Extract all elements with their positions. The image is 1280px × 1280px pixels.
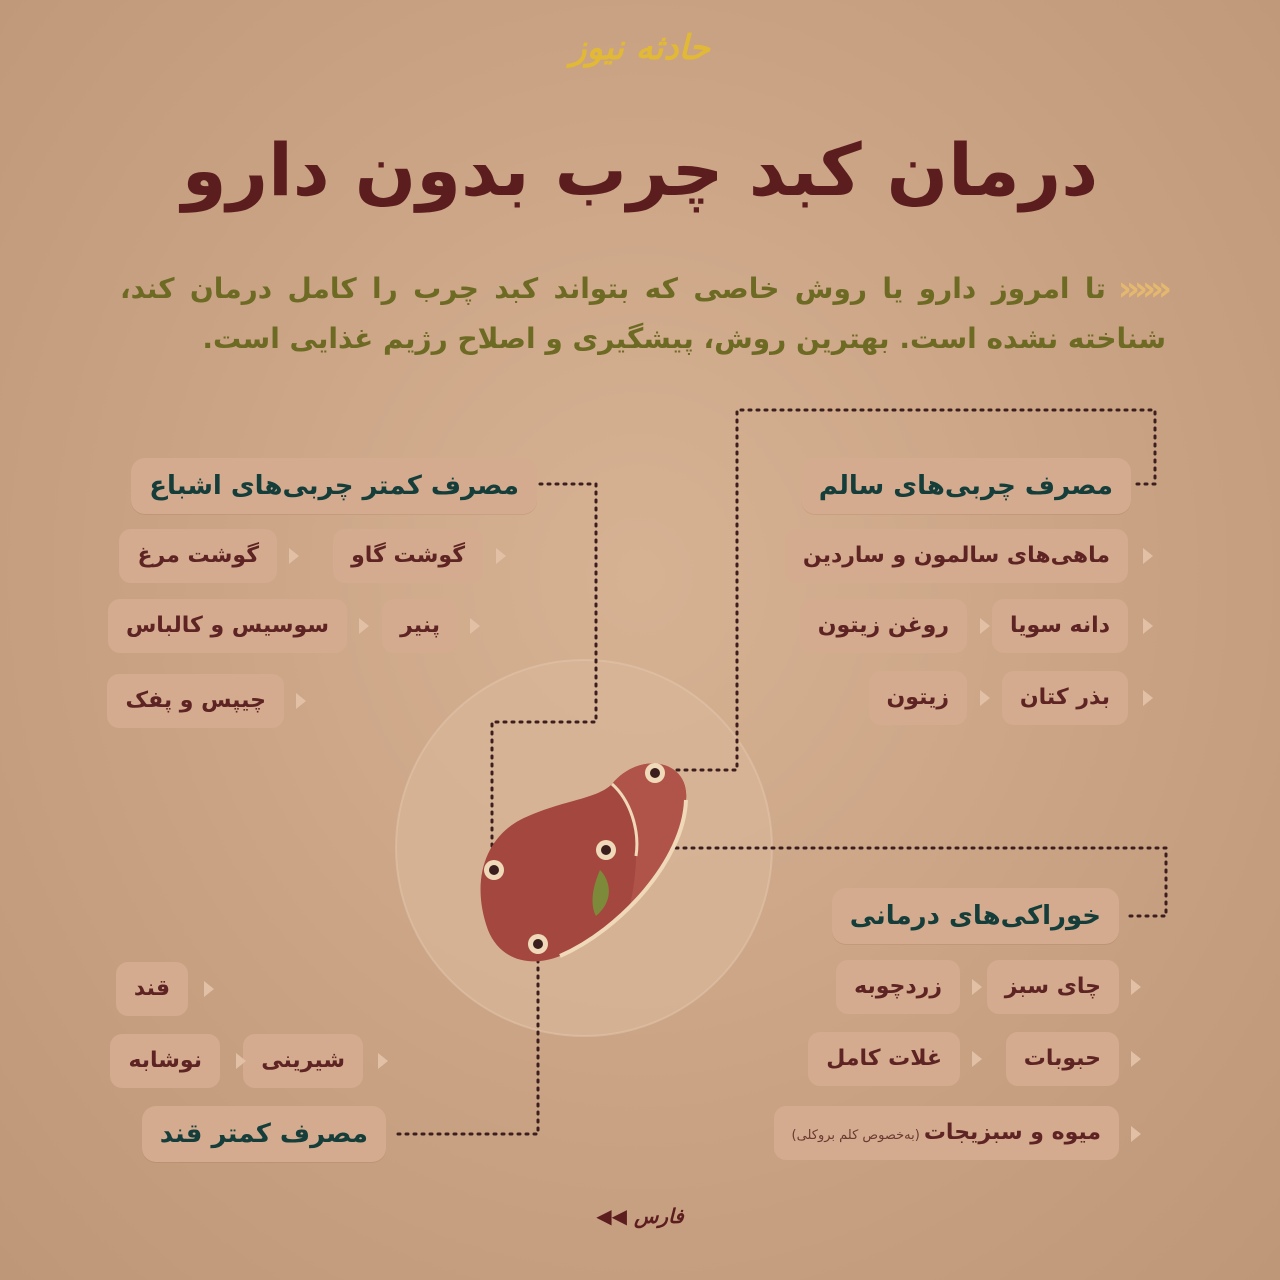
pill-sweets: شیرینی: [243, 1034, 363, 1088]
pill-soda: نوشابه: [110, 1034, 220, 1088]
pill-salmon-sardine: ماهی‌های سالمون و ساردین: [785, 529, 1128, 583]
arrow-icon: [1143, 690, 1153, 706]
footer-label: فارس: [634, 1204, 684, 1228]
arrow-icon: [296, 693, 306, 709]
arrow-icon: [1131, 1051, 1141, 1067]
pill-whole-grains: غلات کامل: [808, 1032, 960, 1086]
pill-chicken: گوشت مرغ: [119, 529, 277, 583]
pill-sausage: سوسیس و کالباس: [108, 599, 347, 653]
arrow-icon: [1143, 618, 1153, 634]
arrow-icon: [972, 979, 982, 995]
pill-legumes: حبوبات: [1006, 1032, 1119, 1086]
arrow-icon: [1143, 548, 1153, 564]
pill-sugar-cube: قند: [116, 962, 188, 1016]
arrow-icon: [972, 1051, 982, 1067]
pill-flaxseed: بذر کتان: [1002, 671, 1128, 725]
arrow-icon: [1131, 1126, 1141, 1142]
arrow-icon: [470, 618, 480, 634]
pill-beef: گوشت گاو: [333, 529, 483, 583]
arrow-icon: [980, 690, 990, 706]
fars-arrow-icon: ◀◀: [596, 1204, 628, 1228]
arrow-icon: [289, 548, 299, 564]
heading-healing-foods: خوراکی‌های درمانی: [832, 888, 1119, 944]
pill-cheese: پنیر: [382, 599, 458, 653]
arrow-icon: [496, 548, 506, 564]
pill-olive: زیتون: [869, 671, 967, 725]
pill-olive-oil: روغن زیتون: [800, 599, 967, 653]
intro-text: [120, 264, 1166, 364]
page-title: درمان کبد چرب بدون دارو: [181, 128, 1099, 212]
chevrons-icon: ‹‹‹‹‹‹: [1117, 269, 1166, 309]
pill-green-tea: چای سبز: [987, 960, 1119, 1014]
intro-text-body: تا امروز دارو یا روش خاصی که بتواند کبد چرب را کامل درمان کند، شناخته نشده است. بهترین روش، پیشگیری و اصلاح رژیم غذایی است.: [120, 272, 1166, 355]
pill-soybean: دانه سویا: [992, 599, 1128, 653]
broccoli-note: (به‌خصوص کلم بروکلی): [791, 1128, 920, 1143]
pill-fruits-vegetables: [774, 1106, 1119, 1160]
pill-turmeric: زردچوبه: [836, 960, 960, 1014]
arrow-icon: [980, 618, 990, 634]
arrow-icon: [378, 1053, 388, 1069]
heading-saturated-fats: مصرف کمتر چربی‌های اشباع: [131, 458, 537, 514]
pill-fruits-vegetables-label: میوه و سبزیجات: [923, 1120, 1101, 1145]
arrow-icon: [1131, 979, 1141, 995]
pill-chips: چیپس و پفک: [107, 674, 284, 728]
arrow-icon: [204, 981, 214, 997]
arrow-icon: [236, 1053, 246, 1069]
footer-logo: [0, 1204, 1280, 1228]
heading-healthy-fats: مصرف چربی‌های سالم: [801, 458, 1131, 514]
brand-logo: حادثه نیوز: [570, 28, 710, 68]
arrow-icon: [359, 618, 369, 634]
heading-less-sugar: مصرف کمتر قند: [142, 1106, 386, 1162]
